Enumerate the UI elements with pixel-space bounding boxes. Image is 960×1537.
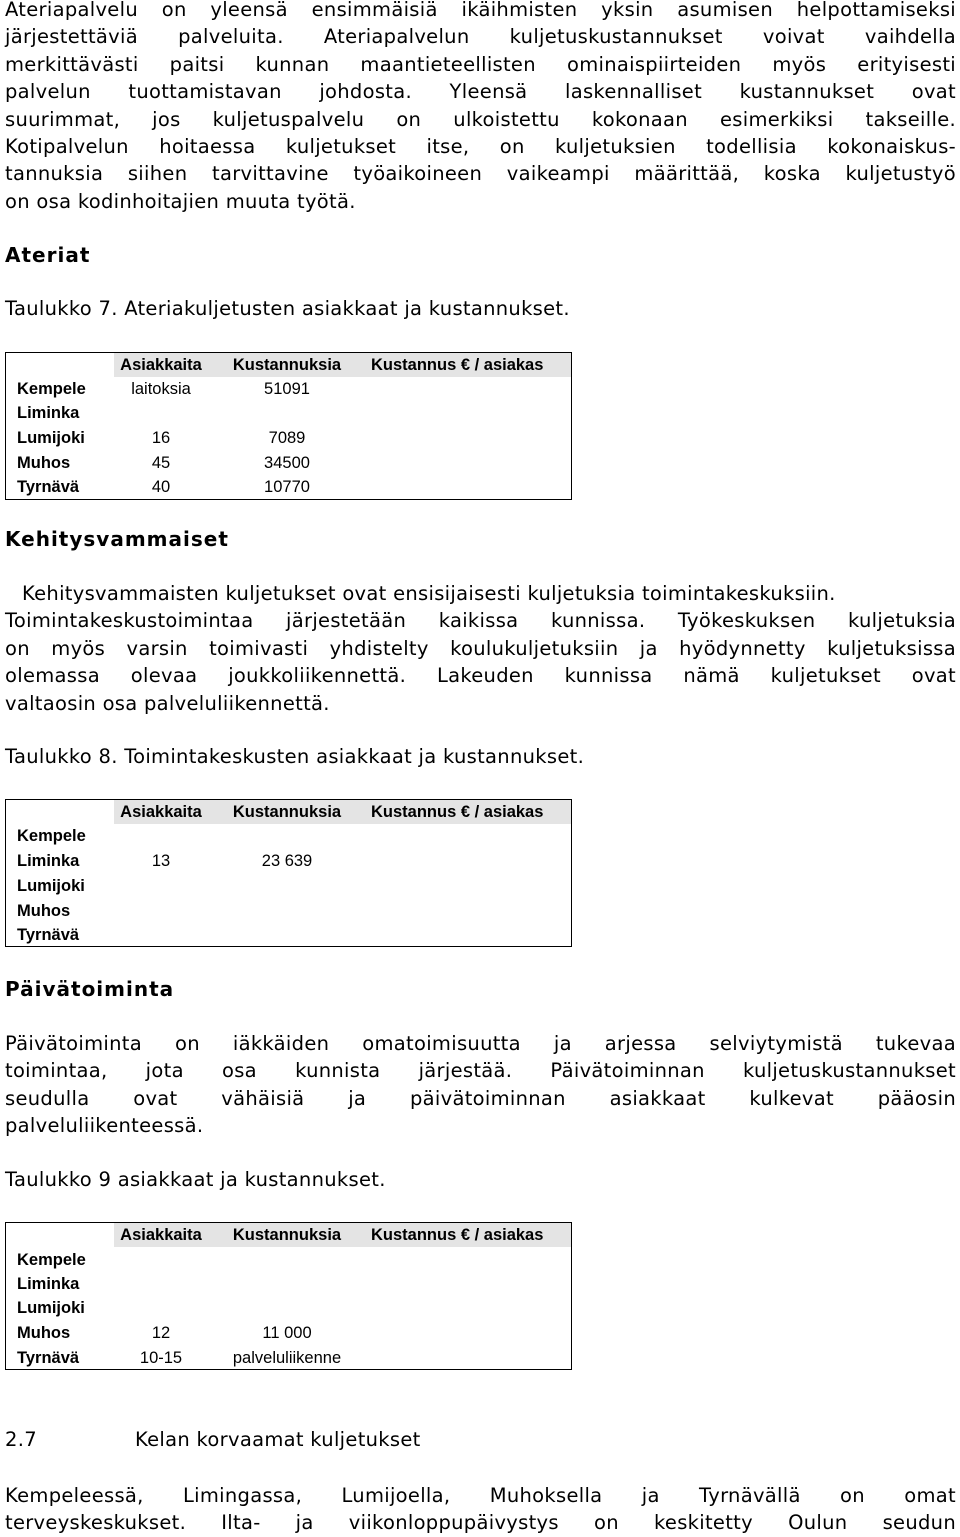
kehitys-paragraph xyxy=(5,580,956,717)
table8 xyxy=(5,799,572,947)
paiva-paragraph xyxy=(5,1030,956,1140)
text-line: palvelun tuottamistavan johdosta. Yleensä laskennalliset kustannukset ovat xyxy=(5,80,956,104)
row-name: Tyrnävä xyxy=(17,926,80,944)
header-kustannuksia: Kustannuksia xyxy=(232,356,342,374)
cell-kustannuksia: 7089 xyxy=(268,429,306,447)
section-title: Kelan korvaamat kuljetukset xyxy=(135,1428,421,1451)
cell-kustannuksia: palveluliikenne xyxy=(232,1349,342,1367)
section-heading-ateriat: Ateriat xyxy=(5,243,91,267)
row-name: Muhos xyxy=(17,902,71,920)
text-line: Kempeleessä, Limingassa, Lumijoella, Muhoksella ja Tyrnävällä on omat xyxy=(5,1484,956,1507)
intro-paragraph xyxy=(5,0,956,215)
table-row xyxy=(6,1272,571,1296)
table-row xyxy=(6,1346,571,1370)
section-number: 2.7 xyxy=(5,1428,37,1451)
header-kustannus-per-asiakas: Kustannus € / asiakas xyxy=(371,1226,544,1244)
cell-asiakkaita: 45 xyxy=(151,454,171,472)
table-row xyxy=(6,1296,571,1320)
table-row xyxy=(6,377,571,401)
cell-asiakkaita: 12 xyxy=(151,1324,171,1342)
text-line: Kotipalvelun hoitaessa kuljetukset itse, on kuljetuksien todellisia kokonaiskus- xyxy=(5,135,956,159)
text-line: Kehitysvammaisten kuljetukset ovat ensisijaisesti kuljetuksia toimintakeskuksiin. xyxy=(22,582,836,605)
text-line: olemassa olevaa joukkoliikennettä. Lakeuden kunnissa nämä kuljetukset ovat xyxy=(5,664,956,688)
cell-asiakkaita: 16 xyxy=(151,429,171,447)
row-name: Lumijoki xyxy=(17,429,85,447)
cell-kustannuksia: 34500 xyxy=(264,454,310,472)
text-line: terveyskeskukset. Ilta- ja viikonloppupäivystys on keskitetty Oulun seudun xyxy=(5,1511,956,1535)
table-row xyxy=(6,475,571,499)
table-row xyxy=(6,1321,571,1345)
text-line: seudulla ovat vähäisiä ja päivätoiminnan asiakkaat kulkevat pääosin xyxy=(5,1086,956,1110)
row-name: Kempele xyxy=(17,380,86,398)
section-heading-paivatoiminta: Päivätoiminta xyxy=(5,977,175,1001)
text-line: suurimmat, jos kuljetuspalvelu on ulkoistettu kokonaan esimerkiksi takseille. xyxy=(5,107,956,131)
header-kustannus-per-asiakas: Kustannus € / asiakas xyxy=(371,803,544,821)
table-row xyxy=(6,923,571,947)
table-header xyxy=(114,800,571,824)
row-name: Tyrnävä xyxy=(17,478,80,496)
text-line: Ateriapalvelu on yleensä ensimmäisiä ikäihmisten yksin asumisen helpottamiseksi xyxy=(5,0,956,21)
text-line: palveluliikenteessä. xyxy=(5,1114,204,1138)
text-line: järjestettäviä palveluita. Ateriapalvelun kuljetuskustannukset voivat vaihdella xyxy=(5,25,956,49)
table-row xyxy=(6,849,571,873)
table-header xyxy=(114,1223,571,1247)
cell-kustannuksia: 51091 xyxy=(264,380,310,398)
table-row xyxy=(6,874,571,898)
section-heading-kehitysvammaiset: Kehitysvammaiset xyxy=(5,527,229,551)
header-kustannuksia: Kustannuksia xyxy=(232,803,342,821)
table7 xyxy=(5,352,572,500)
cell-kustannuksia: 10770 xyxy=(264,478,310,496)
table7-caption: Taulukko 7. Ateriakuljetusten asiakkaat ja kustannukset. xyxy=(5,297,570,320)
row-name: Tyrnävä xyxy=(17,1349,80,1367)
row-name: Muhos xyxy=(17,1324,71,1342)
row-name: Kempele xyxy=(17,1251,86,1269)
table9-caption: Taulukko 9 asiakkaat ja kustannukset. xyxy=(5,1168,386,1191)
table-row xyxy=(6,426,571,450)
row-name: Muhos xyxy=(17,454,71,472)
header-kustannus-per-asiakas: Kustannus € / asiakas xyxy=(371,356,544,374)
header-kustannuksia: Kustannuksia xyxy=(232,1226,342,1244)
table-row xyxy=(6,1248,571,1272)
row-name: Lumijoki xyxy=(17,877,85,895)
text-line: on osa kodinhoitajien muuta työtä. xyxy=(5,189,356,213)
table-row xyxy=(6,451,571,475)
header-asiakkaita: Asiakkaita xyxy=(120,356,202,374)
row-name: Liminka xyxy=(17,852,80,870)
text-line: Toimintakeskustoimintaa järjestetään kaikissa kunnissa. Työkeskuksen kuljetuksia xyxy=(5,609,956,633)
cell-asiakkaita: 13 xyxy=(151,852,171,870)
text-line: Päivätoiminta on iäkkäiden omatoimisuutta ja arjessa selviytymistä tukevaa xyxy=(5,1032,956,1055)
cell-asiakkaita: 10-15 xyxy=(139,1349,183,1367)
kela-paragraph xyxy=(5,1482,956,1537)
section-heading-2-7 xyxy=(5,1428,421,1451)
row-name: Liminka xyxy=(17,1275,80,1293)
text-line: valtaosin osa palveluliikennettä. xyxy=(5,691,330,715)
table-row xyxy=(6,899,571,923)
cell-asiakkaita: laitoksia xyxy=(131,380,191,398)
row-name: Lumijoki xyxy=(17,1299,85,1317)
table-header xyxy=(114,353,571,377)
cell-kustannuksia: 11 000 xyxy=(262,1324,312,1342)
table-row xyxy=(6,401,571,425)
header-asiakkaita: Asiakkaita xyxy=(120,1226,202,1244)
table-row xyxy=(6,824,571,848)
table9 xyxy=(5,1222,572,1370)
cell-kustannuksia: 23 639 xyxy=(261,852,313,870)
row-name: Kempele xyxy=(17,827,86,845)
text-line: on myös varsin toimivasti yhdistelty koulukuljetuksiin ja hyödynnetty kuljetuksissa xyxy=(5,636,956,660)
row-name: Liminka xyxy=(17,404,80,422)
text-line: merkittävästi paitsi kunnan maantieteellisten ominaispiirteiden myös erityisesti xyxy=(5,52,956,76)
text-line: toimintaa, jota osa kunnista järjestää. Päivätoiminnan kuljetuskustannukset xyxy=(5,1059,956,1083)
header-asiakkaita: Asiakkaita xyxy=(120,803,202,821)
text-line: tannuksia siihen tarvittavine työaikoineen vaikeampi määrittää, koska kuljetustyö xyxy=(5,162,956,186)
cell-asiakkaita: 40 xyxy=(151,478,171,496)
table8-caption: Taulukko 8. Toimintakeskusten asiakkaat ja kustannukset. xyxy=(5,745,585,768)
